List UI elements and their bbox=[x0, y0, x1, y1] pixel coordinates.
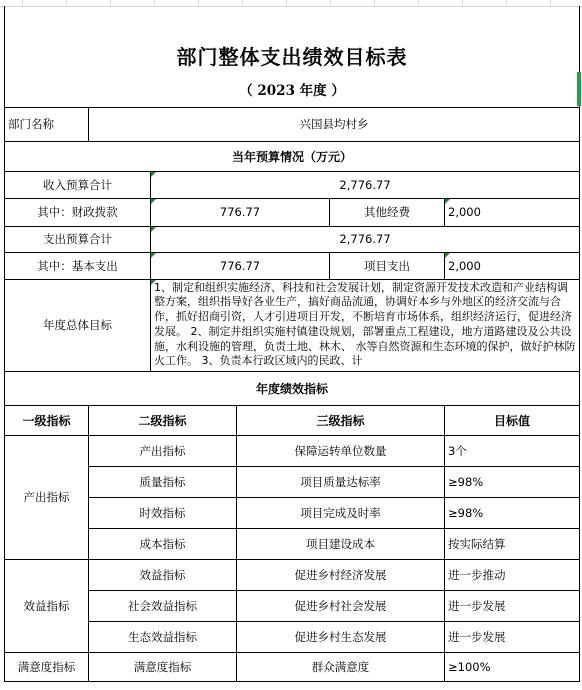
expense-label[interactable]: 支出预算合计 bbox=[5, 226, 151, 252]
table-row bbox=[5, 652, 580, 681]
fiscal-value[interactable]: 776.77 bbox=[151, 198, 330, 226]
level3-cell[interactable]: 项目完成及时率 bbox=[237, 497, 445, 528]
level2-cell[interactable]: 产出指标 bbox=[89, 435, 237, 466]
table-row bbox=[5, 559, 580, 590]
table-row bbox=[5, 528, 580, 559]
target-cell[interactable]: 3个 bbox=[445, 435, 580, 466]
target-cell[interactable]: 进一步发展 bbox=[445, 590, 580, 621]
level2-cell[interactable]: 时效指标 bbox=[89, 497, 237, 528]
expense-value[interactable]: 2,776.77 bbox=[151, 226, 580, 252]
table-row bbox=[5, 497, 580, 528]
level1-cell[interactable]: 满意度指标 bbox=[5, 652, 89, 681]
level2-cell[interactable]: 效益指标 bbox=[89, 559, 237, 590]
table-row bbox=[5, 621, 580, 652]
year-label[interactable]: （ 2023 年度 ） bbox=[5, 71, 580, 107]
goal-label[interactable]: 年度总体目标 bbox=[5, 279, 151, 371]
level2-cell[interactable]: 满意度指标 bbox=[89, 652, 237, 681]
goal-text[interactable]: 1、制定和组织实施经济、科技和社会发展计划，制定资源开发技术改造和产业结构调整方案，组织指导好各业生产，搞好商品流通，协调好本乡与外地区的经济交流与合作，抓好招商引资，人才引进项目开发，不断培育市场体系，组织经济运行，促进经济发展。 2、制定并组织实施村镇建设规划，部署重点工程建设，地方道路建设及公共设施，水利设施的管理，负责土地、林木、 水等自然资源和生态环境的保护，做好护林防火工作。 3、负责本行政区域内的民政、计 bbox=[151, 279, 580, 371]
target-cell[interactable]: ≥98% bbox=[445, 466, 580, 497]
table-row bbox=[5, 435, 580, 466]
level3-cell[interactable]: 促进乡村社会发展 bbox=[237, 590, 445, 621]
level3-cell[interactable]: 促进乡村经济发展 bbox=[237, 559, 445, 590]
header-level1[interactable]: 一级指标 bbox=[5, 405, 89, 435]
level2-cell[interactable]: 生态效益指标 bbox=[89, 621, 237, 652]
table-row bbox=[5, 590, 580, 621]
project-label[interactable]: 项目支出 bbox=[330, 252, 445, 279]
budget-section-title[interactable]: 当年预算情况（万元） bbox=[5, 141, 580, 171]
selection-indicator bbox=[577, 72, 581, 106]
fiscal-label[interactable]: 其中：财政拨款 bbox=[5, 198, 151, 226]
level3-cell[interactable]: 项目质量达标率 bbox=[237, 466, 445, 497]
other-label[interactable]: 其他经费 bbox=[330, 198, 445, 226]
level3-cell[interactable]: 保障运转单位数量 bbox=[237, 435, 445, 466]
target-cell[interactable]: ≥100% bbox=[445, 652, 580, 681]
level1-cell[interactable]: 效益指标 bbox=[5, 559, 89, 652]
level2-cell[interactable]: 社会效益指标 bbox=[89, 590, 237, 621]
level1-cell[interactable]: 产出指标 bbox=[5, 435, 89, 559]
target-cell[interactable]: 按实际结算 bbox=[445, 528, 580, 559]
department-label[interactable]: 部门名称 bbox=[5, 107, 89, 141]
income-label[interactable]: 收入预算合计 bbox=[5, 171, 151, 198]
performance-table bbox=[4, 6, 580, 682]
target-cell[interactable]: 进一步发展 bbox=[445, 621, 580, 652]
performance-section-title[interactable]: 年度绩效指标 bbox=[5, 371, 580, 405]
level2-cell[interactable]: 质量指标 bbox=[89, 466, 237, 497]
level2-cell[interactable]: 成本指标 bbox=[89, 528, 237, 559]
header-level3[interactable]: 三级指标 bbox=[237, 405, 445, 435]
basic-label[interactable]: 其中：基本支出 bbox=[5, 252, 151, 279]
project-value[interactable]: 2,000 bbox=[445, 252, 580, 279]
page-title: 部门整体支出绩效目标表 bbox=[5, 40, 580, 71]
level3-cell[interactable]: 促进乡村生态发展 bbox=[237, 621, 445, 652]
target-cell[interactable]: ≥98% bbox=[445, 497, 580, 528]
header-target[interactable]: 目标值 bbox=[445, 405, 580, 435]
income-value[interactable]: 2,776.77 bbox=[151, 171, 580, 198]
level3-cell[interactable]: 项目建设成本 bbox=[237, 528, 445, 559]
table-row bbox=[5, 466, 580, 497]
basic-value[interactable]: 776.77 bbox=[151, 252, 330, 279]
header-level2[interactable]: 二级指标 bbox=[89, 405, 237, 435]
target-cell[interactable]: 进一步推动 bbox=[445, 559, 580, 590]
other-value[interactable]: 2,000 bbox=[445, 198, 580, 226]
level3-cell[interactable]: 群众满意度 bbox=[237, 652, 445, 681]
department-value[interactable]: 兴国县均村乡 bbox=[89, 107, 580, 141]
